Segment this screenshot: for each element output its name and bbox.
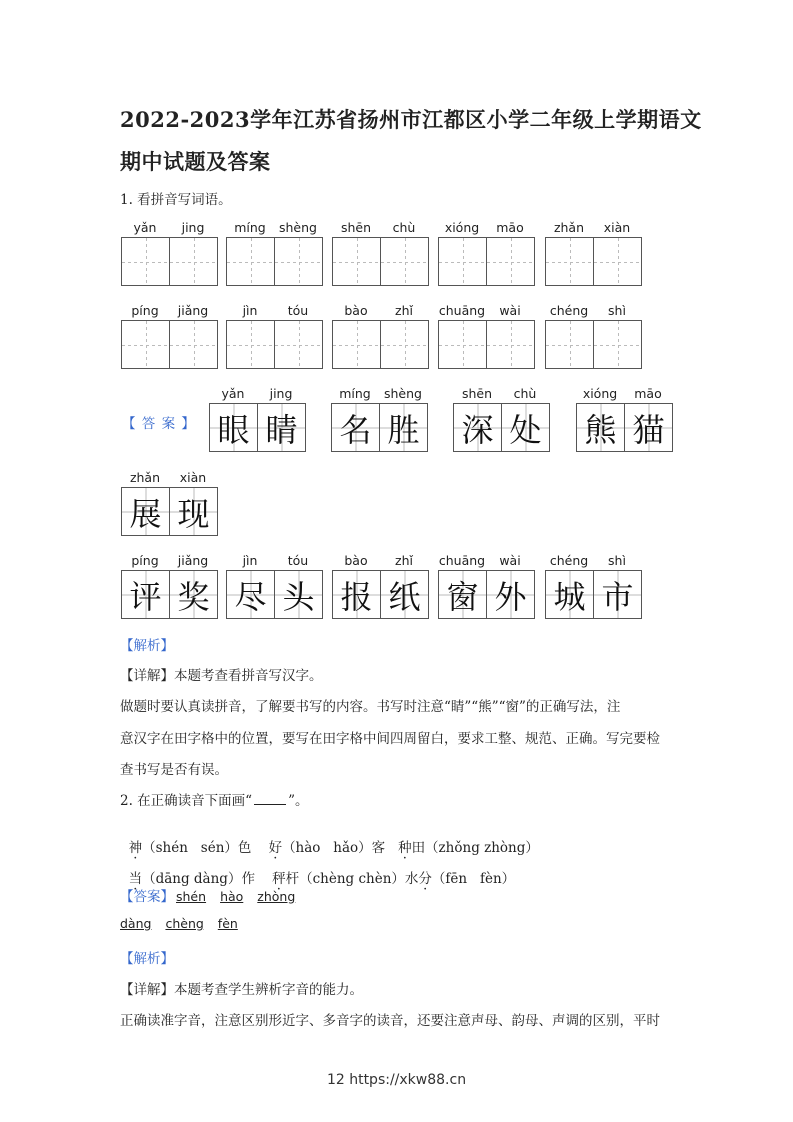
q2-prompt [120, 789, 308, 809]
q2-options: （dāng dàng）作 [142, 871, 273, 887]
answer-character-cell: 展 [121, 487, 170, 536]
pinyin-label: wài [499, 303, 521, 318]
pinyin-label: jiǎng [177, 303, 209, 318]
pinyin-label: xióng [444, 220, 480, 235]
pinyin-label: píng [131, 553, 159, 568]
detail-line [120, 664, 323, 684]
pinyin-label: píng [131, 303, 159, 318]
writing-grid-cell[interactable] [121, 237, 170, 286]
answer-character-cell: 头 [274, 570, 323, 619]
explanation-para-1: 做题时要认真读拼音，了解要书写的内容。书写时注意“睛”“熊”“窗”的正确写法，注 [120, 699, 621, 715]
pinyin-label: tóu [287, 553, 309, 568]
answer-character-cell: 睛 [257, 403, 306, 452]
answer-character-cell: 窗 [438, 570, 487, 619]
answer-character-cell: 纸 [380, 570, 429, 619]
pinyin-label: yǎn [133, 220, 157, 235]
q2-char: 分 [418, 871, 432, 887]
pinyin-label: zhǎn [129, 470, 161, 485]
pinyin-label: jing [181, 220, 205, 235]
writing-grid-cell[interactable] [545, 237, 594, 286]
analysis-label: 【解析】 [120, 638, 174, 654]
q1-prompt: 1. 看拼音写词语。 [120, 192, 232, 208]
answer-character-cell: 市 [593, 570, 642, 619]
answer-character-cell: 尽 [226, 570, 275, 619]
pinyin-label: bào [344, 553, 368, 568]
pinyin-label: shì [608, 553, 626, 568]
writing-grid-cell[interactable] [486, 320, 535, 369]
answer-character-cell: 外 [486, 570, 535, 619]
writing-grid-cell[interactable] [169, 320, 218, 369]
pinyin-label: chù [513, 386, 537, 401]
pinyin-label: zhǐ [395, 553, 413, 568]
pinyin-label: shèng [279, 220, 317, 235]
pinyin-label: shēn [461, 386, 493, 401]
q2-detail-text: 本题考查学生辨析字音的能力。 [174, 982, 363, 998]
answer-value: hào [220, 889, 244, 904]
answer-character-cell: 处 [501, 403, 550, 452]
pinyin-label: zhǎn [553, 220, 585, 235]
answer-character-cell: 深 [453, 403, 502, 452]
q2-char: 秤 [272, 871, 286, 887]
q2-answer-label: 【答案】 [120, 889, 174, 905]
explanation-para-2: 意汉字在田字格中的位置，要写在田字格中间四周留白，要求工整、规范、正确。写完要检 [120, 731, 660, 747]
writing-grid-cell[interactable] [438, 320, 487, 369]
answer-character-cell: 名 [331, 403, 380, 452]
answer-character-cell: 熊 [576, 403, 625, 452]
writing-grid-cell[interactable] [593, 320, 642, 369]
detail-text: 本题考查看拼音写汉字。 [174, 668, 323, 684]
writing-grid-cell[interactable] [380, 237, 429, 286]
pinyin-label: chù [392, 220, 416, 235]
pinyin-label: tóu [287, 303, 309, 318]
writing-grid-cell[interactable] [332, 320, 381, 369]
writing-grid-cell[interactable] [274, 237, 323, 286]
q2-prompt-start: 2. 在正确读音下面画“ [120, 793, 253, 809]
page-title-line1: 2022-2023学年江苏省扬州市江都区小学二年级上学期语文 [120, 107, 702, 132]
q2-analysis-label: 【解析】 [120, 951, 174, 967]
pinyin-label: shì [608, 303, 626, 318]
q2-options: （hào hǎo）客 [282, 840, 399, 856]
pinyin-label: míng [234, 220, 266, 235]
page-footer: 12 https://xkw88.cn [326, 1072, 467, 1088]
q2-options: 杆（chèng chèn）水 [285, 871, 419, 887]
answer-character-cell: 胜 [379, 403, 428, 452]
pinyin-label: chuāng [438, 553, 486, 568]
detail-label: 【详解】 [120, 668, 174, 684]
q2-char: 神 [128, 840, 143, 856]
answer-value: fèn [217, 916, 238, 931]
pinyin-label: jiǎng [177, 553, 209, 568]
pinyin-label: xiàn [603, 220, 631, 235]
pinyin-label: zhǐ [395, 303, 413, 318]
q2-options: （shén sén）色 [142, 840, 269, 856]
pinyin-label: māo [634, 386, 662, 401]
writing-grid-cell[interactable] [332, 237, 381, 286]
q2-char: 种 [398, 840, 412, 856]
answer-value: dàng [120, 916, 152, 931]
answer-label: 【 答 案 】 [122, 416, 196, 432]
pinyin-label: jìn [242, 553, 258, 568]
writing-grid-cell[interactable] [593, 237, 642, 286]
answer-value: chèng [165, 916, 204, 931]
answer-character-cell: 城 [545, 570, 594, 619]
pinyin-label: bào [344, 303, 368, 318]
writing-grid-cell[interactable] [274, 320, 323, 369]
answer-character-cell: 眼 [209, 403, 258, 452]
q2-prompt-end: ”。 [288, 793, 309, 809]
q2-detail-label: 【详解】 [120, 982, 174, 998]
writing-grid-cell[interactable] [438, 237, 487, 286]
explanation-para-3: 查书写是否有误。 [120, 762, 228, 778]
answer-value: zhòng [257, 889, 296, 904]
answer-character-cell: 现 [169, 487, 218, 536]
answer-character-cell: 报 [332, 570, 381, 619]
underline-blank [254, 794, 286, 805]
pinyin-label: jìn [242, 303, 258, 318]
writing-grid-cell[interactable] [545, 320, 594, 369]
writing-grid-cell[interactable] [486, 237, 535, 286]
page-title-line2: 期中试题及答案 [120, 149, 271, 174]
pinyin-label: wài [499, 553, 521, 568]
q2-answer-line-2 [120, 916, 238, 932]
writing-grid-cell[interactable] [121, 320, 170, 369]
pinyin-label: xiàn [179, 470, 207, 485]
pinyin-label: chéng [549, 303, 589, 318]
q2-char: 好 [268, 840, 283, 856]
writing-grid-cell[interactable] [226, 320, 275, 369]
writing-grid-cell[interactable] [169, 237, 218, 286]
pinyin-label: xióng [582, 386, 618, 401]
pinyin-label: chuāng [438, 303, 486, 318]
writing-grid-cell[interactable] [226, 237, 275, 286]
pinyin-label: míng [339, 386, 371, 401]
q2-line-2 [120, 851, 515, 887]
q2-char: 当 [128, 871, 143, 887]
pinyin-label: shèng [384, 386, 422, 401]
writing-grid-cell[interactable] [380, 320, 429, 369]
answer-character-cell: 评 [121, 570, 170, 619]
answer-value: shén [176, 889, 207, 904]
pinyin-label: jing [269, 386, 293, 401]
pinyin-label: yǎn [221, 386, 245, 401]
q2-explanation-para: 正确读准字音，注意区别形近字、多音字的读音，还要注意声母、韵母、声调的区别，平时 [120, 1013, 660, 1029]
answer-character-cell: 猫 [624, 403, 673, 452]
q2-detail-line [120, 978, 363, 998]
pinyin-label: māo [496, 220, 524, 235]
q2-options: 田（zhǒng zhòng） [411, 840, 539, 856]
pinyin-label: chéng [549, 553, 589, 568]
q2-options: （fēn fèn） [431, 871, 516, 887]
pinyin-label: shēn [340, 220, 372, 235]
q2-answer-line-1 [120, 885, 295, 905]
answer-character-cell: 奖 [169, 570, 218, 619]
